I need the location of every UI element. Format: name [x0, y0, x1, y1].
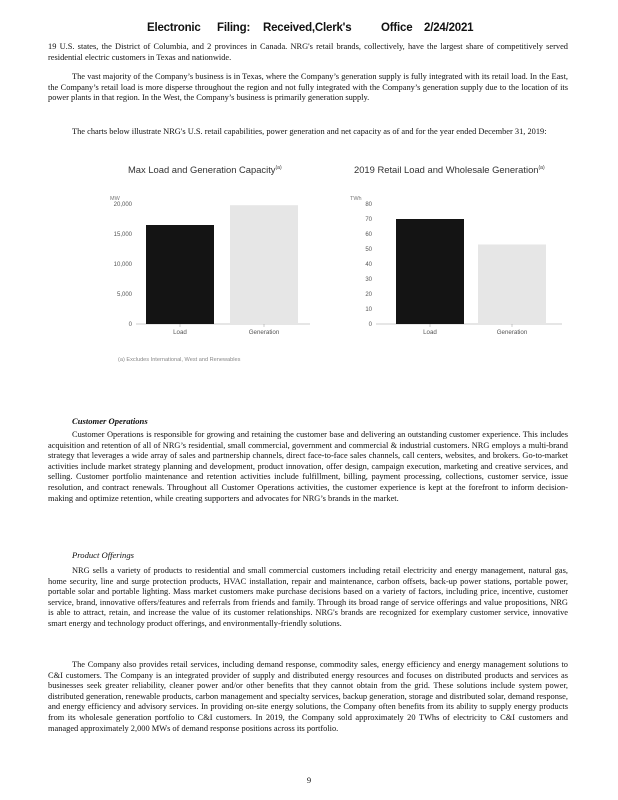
product-offerings-paragraph-1: NRG sells a variety of products to residential and small commercial customers including retail electricity and energy management, natural gas, home security, line and surge protection products, HVAC installation, repair and maintenance, carbon offsets, back-up power stations, portable power, portable solar and portable lighting. Mass market customers make purchase decisions based on a variety of factors, including price, incentive, customer service, brand, innovative offers/features and referrals from friends and family. Through its broad range of service offerings and value propositions, NRG is able to attract, retain, and increase the value of its customer relationships. NRG's brands are recognized for exemplary customer service, innovative smart energy and technology product offerings, and environmentally-friendly solutions. — [48, 566, 568, 628]
chart-2-title: 2019 Retail Load and Wholesale Generation$^{(a)}$ — [354, 164, 545, 175]
header-received: Received,Clerk's — [263, 22, 352, 34]
page-number: 9 — [306, 775, 312, 785]
filing-header — [0, 22, 618, 36]
y-tick-label: 10,000 — [113, 262, 132, 268]
x-tick-label-load: Load — [173, 329, 187, 336]
y-tick-label: 5,000 — [116, 292, 132, 298]
bar-load — [396, 219, 464, 324]
x-tick-label-load: Load — [423, 329, 437, 336]
product-offerings-heading: Product Offerings — [72, 550, 134, 560]
y-tick-label: 50 — [365, 247, 372, 253]
x-tick-label-generation: Generation — [248, 329, 280, 336]
y-tick-label: 0 — [128, 322, 132, 328]
bar-load — [146, 225, 214, 324]
y-tick-label: 70 — [365, 217, 372, 223]
y-tick-label: 20,000 — [113, 202, 132, 208]
customer-operations-paragraph: Customer Operations is responsible for growing and retaining the customer base and delivering an outstanding customer experience. This includes acquisition and retention of all of NRG’s residential, small commercial, government and commercial & industrial customers. NRG employs a multi-brand strategy that leverages a wide array of sales and partnership channels, direct face-to-face sales channels, call centers, websites, and brokers. Go-to-market activities include market strategy planning and development, product innovation, offer design, campaign execution, marketing and creative services, and selling. Customer portfolio maintenance and retention activities include fulfillment, billing, payment processing, collections, customer service, issue resolution, and contract renewals. Throughout all Customer Operations activities, the customer experience is kept at the forefront to inform decision-making and optimize retention, while creating supporters and advocates for NRG’s brands in the market. — [48, 430, 568, 503]
y-tick-label: 40 — [365, 262, 372, 268]
header-electronic: Electronic — [147, 22, 201, 34]
intro-paragraph-2: The vast majority of the Company’s business is in Texas, where the Company’s generation supply is fully integrated with its retail load. In the East, the Company’s retail load is more disperse throughout the region and not fully integrated with the Company’s generation supply due to the location of its power plants in that region. In the West, the Company’s business is primarily generation supply. — [48, 72, 568, 103]
header-filing: Filing: — [217, 22, 251, 34]
bar-generation — [230, 205, 298, 324]
chart-1-title: Max Load and Generation Capacity$^{(a)}$ — [128, 164, 282, 175]
intro-paragraph-1: 19 U.S. states, the District of Columbia, and 2 provinces in Canada. NRG's retail brands, collectively, have the largest share of competitively served residential electric customers in Texas and nationwide. — [48, 42, 568, 62]
y-axis-unit-label: TWh — [350, 196, 362, 202]
y-tick-label: 20 — [365, 292, 372, 298]
y-axis-unit-label: MW — [110, 196, 120, 202]
header-date: 2/24/2021 — [424, 22, 474, 34]
chart-footnote: (a) Excludes International, West and Renewables — [118, 357, 241, 363]
chart-2-retail-load-wholesale-generation — [348, 182, 570, 342]
header-office: Office — [381, 22, 413, 34]
x-tick-label-generation: Generation — [496, 329, 528, 336]
y-tick-label: 30 — [365, 277, 372, 283]
intro-paragraph-3: The charts below illustrate NRG's U.S. retail capabilities, power generation and net capacity as of and for the year ended December 31, 2019: — [72, 127, 547, 136]
chart-1-max-load-generation-capacity — [100, 182, 318, 342]
bar-generation — [478, 245, 546, 325]
y-tick-label: 0 — [368, 322, 372, 328]
product-offerings-paragraph-2: The Company also provides retail services, including demand response, commodity sales, energy efficiency and energy management solutions to C&I customers. The Company is an integrated provider of supply and distributed energy resources and focuses on distributed products and services as businesses seek greater reliability, cleaner power and/or other benefits that they cannot obtain from the grid. These solutions include system power, distributed generation, renewable products, carbon management and specialty services, backup generation, storage and distributed solar, demand response, and energy efficiency and advisory services. In providing on-site energy solutions, the Company often benefits from its ability to supply energy products from its wholesale generation portfolio to C&I customers. In 2019, the Company sold approximately 20 TWhs of electricity to C&I customers and managed approximately 2,000 MWs of demand response positions across its portfolio. — [48, 660, 568, 733]
y-tick-label: 10 — [365, 307, 372, 313]
y-tick-label: 15,000 — [113, 232, 132, 238]
y-tick-label: 60 — [365, 232, 372, 238]
customer-operations-heading: Customer Operations — [72, 416, 148, 426]
y-tick-label: 80 — [365, 202, 372, 208]
